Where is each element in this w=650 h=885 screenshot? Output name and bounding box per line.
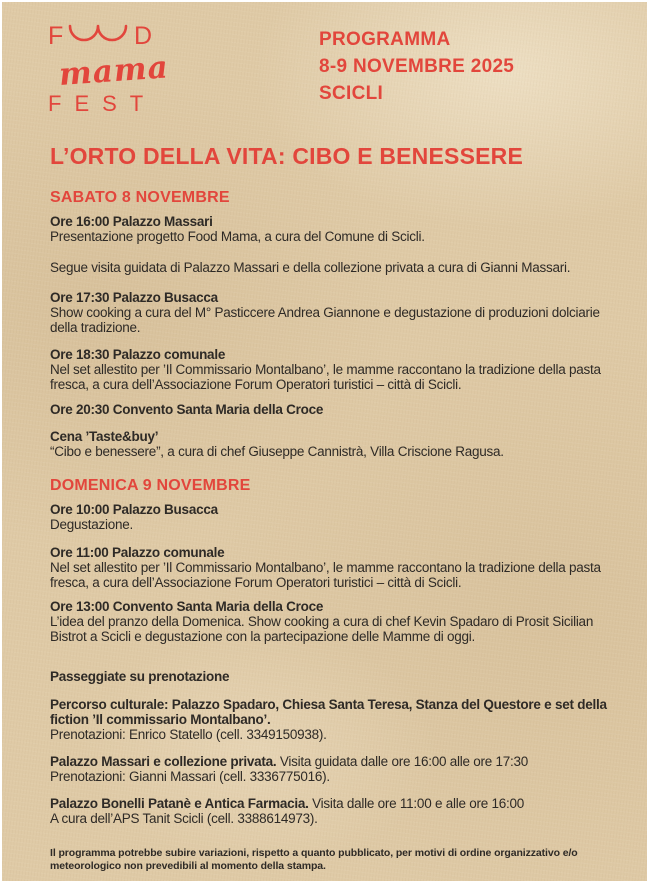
- walk-rest: Visita guidata dalle ore 16:00 alle ore 17:30: [276, 754, 529, 769]
- event-body: Degustazione.: [50, 517, 134, 532]
- page-title: L’ORTO DELLA VITA: CIBO E BENESSERE: [50, 143, 524, 169]
- program-label: PROGRAMMA: [319, 29, 451, 50]
- event-sat-1600: [50, 214, 622, 244]
- walk-rest: Visita dalle ore 11:00 e alle ore 16:00: [308, 796, 525, 811]
- event-sat-cena: [50, 429, 622, 459]
- event-sat-follow-up: [50, 260, 622, 275]
- event-sun-1100: [50, 545, 622, 590]
- logo-svg: [47, 18, 165, 114]
- walk-item-massari: [50, 754, 622, 784]
- logo-food-f: F: [48, 22, 64, 50]
- event-sat-1730: [50, 290, 622, 335]
- program-dates: 8-9 NOVEMBRE 2025: [319, 56, 515, 77]
- logo-mama-script: mama: [57, 49, 165, 93]
- event-heading: Ore 11:00 Palazzo comunale: [50, 545, 225, 560]
- day-title-saturday: SABATO 8 NOVEMBRE: [50, 189, 230, 206]
- event-sat-2030: [50, 402, 622, 417]
- event-heading: Ore 17:30 Palazzo Busacca: [50, 290, 218, 305]
- event-body: Presentazione progetto Food Mama, a cura del Comune di Scicli.: [50, 229, 425, 244]
- walk-bold: Palazzo Bonelli Patanè e Antica Farmacia.: [50, 796, 309, 811]
- event-body: “Cibo e benessere”, a cura di chef Giuseppe Cannistrà, Villa Criscione Ragusa.: [50, 444, 504, 459]
- walk-bold: Percorso culturale: Palazzo Spadaro, Chiesa Santa Teresa, Stanza del Questore e set della fiction ’Il commissario Montalbano’.: [50, 697, 607, 727]
- event-heading: Ore 20:30 Convento Santa Maria della Croce: [50, 402, 324, 417]
- event-heading: Ore 10:00 Palazzo Busacca: [50, 502, 218, 517]
- event-heading: Ore 18:30 Palazzo comunale: [50, 347, 226, 362]
- event-sat-1830: [50, 347, 622, 392]
- event-body: Segue visita guidata di Palazzo Massari e della collezione privata a cura di Gianni Massari.: [50, 260, 571, 275]
- event-body: Show cooking a cura del M° Pasticcere Andrea Giannone e degustazione di produzioni dolciarie della tradizione.: [50, 305, 600, 335]
- food-mama-fest-logo: [47, 18, 165, 119]
- event-body: Nel set allestito per ’Il Commissario Montalbano’, le mamme raccontano la tradizione della pasta fresca, a cura dell’Associazione Forum Operatori turistici – città di Scicli.: [50, 560, 601, 590]
- event-sun-1300: [50, 599, 622, 644]
- event-heading: Ore 13:00 Convento Santa Maria della Croce: [50, 599, 324, 614]
- day-title-sunday: DOMENICA 9 NOVEMBRE: [50, 477, 251, 494]
- program-header: [319, 26, 514, 107]
- walk-line1: [50, 796, 622, 811]
- poster-background: [2, 2, 647, 881]
- event-sun-1000: [50, 502, 622, 532]
- walk-booking: Prenotazioni: Enrico Statello (cell. 3349150938).: [50, 727, 327, 742]
- logo-fest: FEST: [48, 91, 157, 114]
- event-heading: Ore 16:00 Palazzo Massari: [50, 214, 213, 229]
- walk-booking: A cura dell’APS Tanit Scicli (cell. 3388614973).: [50, 811, 318, 826]
- program-content: [50, 189, 622, 838]
- event-body: L’idea del pranzo della Domenica. Show cooking a cura di chef Kevin Spadaro di Prosit Sicilian Bistrot a Scicli e degustazione con la partecipazione delle Mamme di oggi.: [50, 614, 594, 644]
- walk-item-percorso: [50, 697, 622, 742]
- event-heading: Cena ’Taste&buy’: [50, 429, 159, 444]
- logo-food-d: D: [134, 22, 153, 50]
- walk-line1: [50, 697, 622, 727]
- walk-bold: Palazzo Massari e collezione privata.: [50, 754, 277, 769]
- disclaimer-text: Il programma potrebbe subire variazioni, rispetto a quanto pubblicato, per motivi di ordine organizzativo e/o meteorologico non prevedibili al momento della stampa.: [50, 847, 578, 872]
- program-city: SCICLI: [319, 83, 384, 104]
- walk-booking: Prenotazioni: Gianni Massari (cell. 3336775016).: [50, 769, 330, 784]
- walk-item-bonelli: [50, 796, 622, 826]
- event-body: Nel set allestito per ’Il Commissario Montalbano’, le mamme raccontano la tradizione della pasta fresca, a cura dell’Associazione Forum Operatori turistici – città di Scicli.: [50, 362, 601, 392]
- logo-oo-arcs-icon: [70, 26, 126, 40]
- walk-line1: [50, 754, 622, 769]
- walks-title: Passeggiate su prenotazione: [50, 669, 230, 684]
